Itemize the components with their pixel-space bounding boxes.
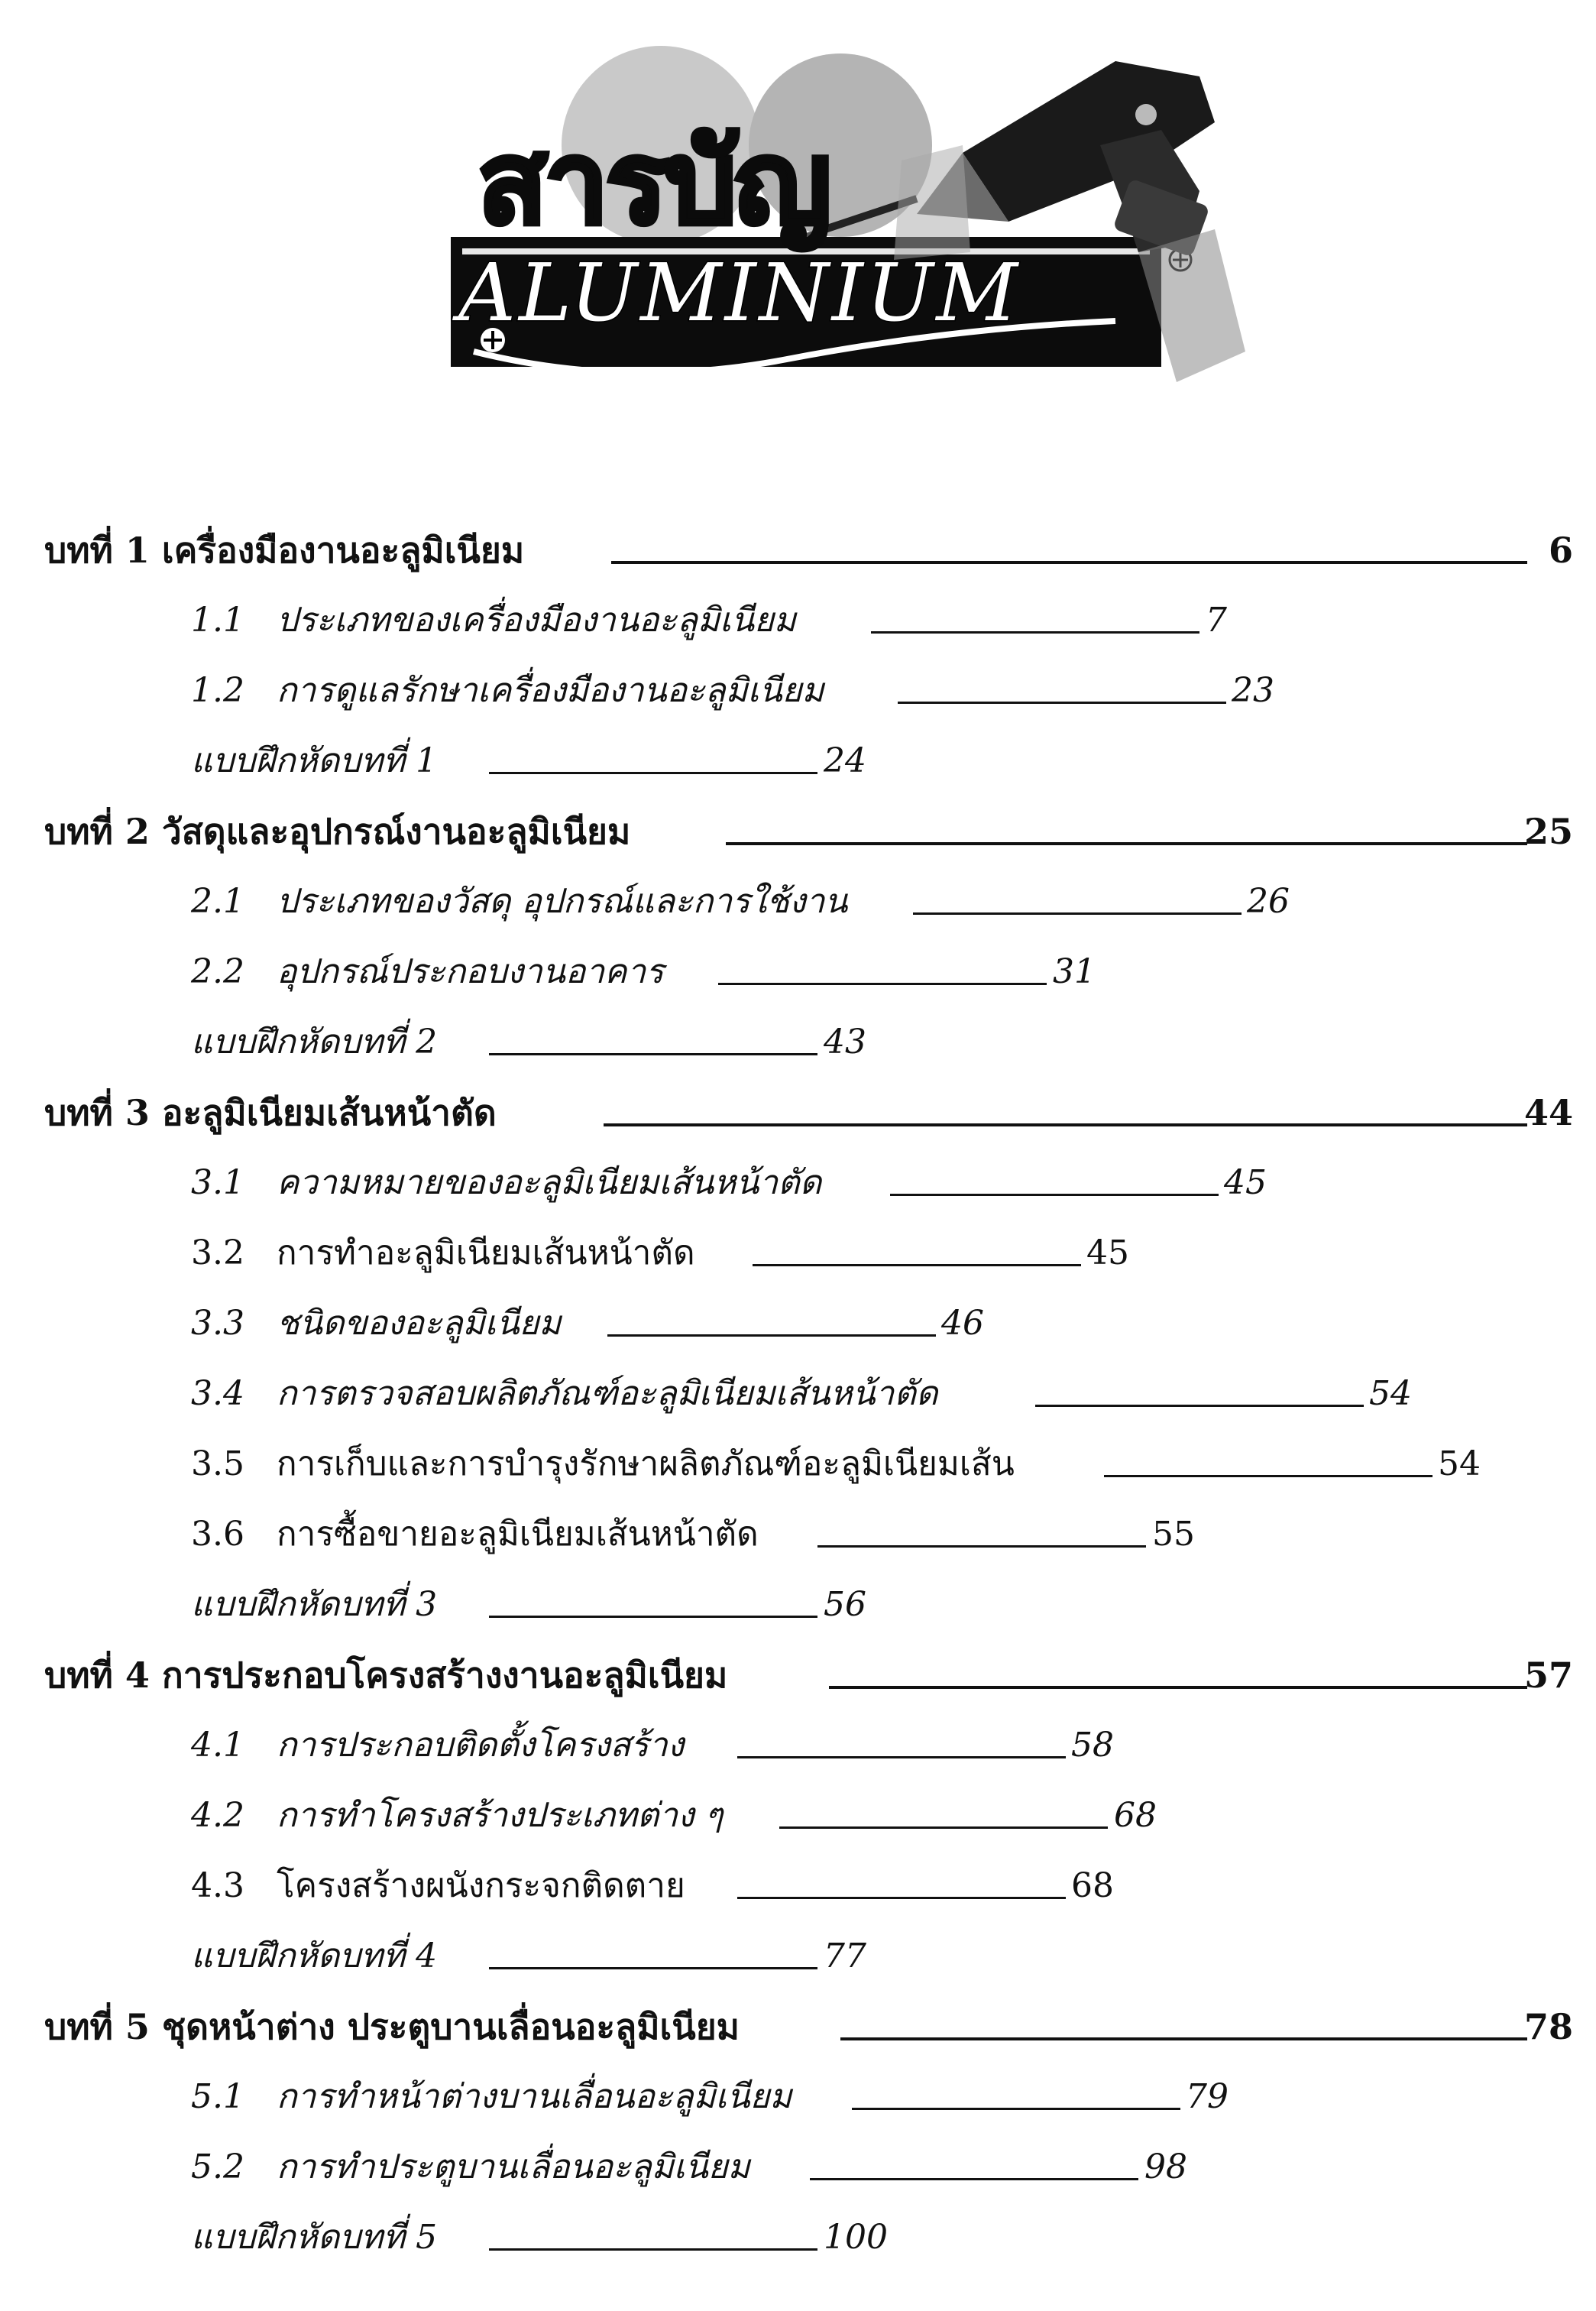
page-number: 98 bbox=[1144, 2147, 1187, 2186]
exercise-title: แบบฝึกหัดบทที่ 2 bbox=[191, 1023, 438, 1062]
section-number: 5.2 bbox=[191, 2147, 244, 2186]
toc-exercise-row[interactable] bbox=[0, 1574, 1596, 1635]
leader-line bbox=[607, 1334, 936, 1337]
page-number: 46 bbox=[941, 1304, 984, 1343]
section-title: ประเภทของเครื่องมืองานอะลูมิเนียม bbox=[277, 601, 796, 640]
page-number: 25 bbox=[1523, 811, 1573, 852]
page-number: 45 bbox=[1224, 1163, 1267, 1202]
page-number: 77 bbox=[824, 1937, 866, 1976]
chapter-title: บทที่ 4 การประกอบโครงสร้างงานอะลูมิเนียม bbox=[44, 1655, 728, 1696]
exercise-title: แบบฝึกหัดบทที่ 5 bbox=[191, 2218, 438, 2257]
section-number: 4.2 bbox=[191, 1796, 244, 1835]
page-number: 26 bbox=[1247, 882, 1290, 921]
section-title: การดูแลรักษาเครื่องมืองานอะลูมิเนียม bbox=[277, 671, 824, 710]
leader-line bbox=[871, 631, 1199, 634]
leader-line bbox=[604, 1123, 1527, 1126]
leader-line bbox=[852, 2108, 1180, 2110]
page-number: 31 bbox=[1053, 952, 1096, 991]
page-number: 100 bbox=[824, 2218, 888, 2257]
leader-line bbox=[1104, 1475, 1433, 1477]
leader-line bbox=[810, 2178, 1138, 2180]
toc-chapter-row[interactable] bbox=[0, 1082, 1596, 1143]
section-number: 3.5 bbox=[191, 1444, 244, 1483]
toc-exercise-row[interactable] bbox=[0, 731, 1596, 792]
toc-exercise-row[interactable] bbox=[0, 1012, 1596, 1073]
section-title: การทำโครงสร้างประเภทต่าง ๆ bbox=[277, 1796, 724, 1835]
page-number: 58 bbox=[1071, 1726, 1114, 1765]
section-number: 2.2 bbox=[191, 952, 244, 991]
section-title: การเก็บและการบำรุงรักษาผลิตภัณฑ์อะลูมิเนียมเส้น bbox=[277, 1444, 1015, 1483]
page-number: 68 bbox=[1071, 1866, 1114, 1905]
leader-line bbox=[489, 1053, 817, 1055]
toc-chapter-row[interactable] bbox=[0, 1996, 1596, 2057]
toc-exercise-row[interactable] bbox=[0, 2207, 1596, 2268]
leader-line bbox=[913, 912, 1242, 915]
toc-section-row[interactable] bbox=[0, 2066, 1596, 2128]
section-number: 3.2 bbox=[191, 1233, 244, 1272]
page-number: 56 bbox=[824, 1585, 866, 1624]
exercise-title: แบบฝึกหัดบทที่ 4 bbox=[191, 1937, 438, 1976]
leader-line bbox=[779, 1826, 1108, 1829]
section-title: อุปกรณ์ประกอบงานอาคาร bbox=[277, 952, 664, 991]
page-number: 43 bbox=[824, 1023, 866, 1062]
page-number: 23 bbox=[1232, 671, 1274, 710]
page-number: 57 bbox=[1523, 1655, 1573, 1696]
toc-section-row[interactable] bbox=[0, 1504, 1596, 1565]
leader-line bbox=[489, 1616, 817, 1618]
section-title: ประเภทของวัสดุ อุปกรณ์และการใช้งาน bbox=[277, 882, 848, 921]
section-title: ชนิดของอะลูมิเนียม bbox=[277, 1304, 562, 1343]
chapter-title: บทที่ 1 เครื่องมืองานอะลูมิเนียม bbox=[44, 530, 525, 571]
toc-section-row[interactable] bbox=[0, 871, 1596, 932]
toc-chapter-row[interactable] bbox=[0, 801, 1596, 862]
toc-section-row[interactable] bbox=[0, 2137, 1596, 2198]
toc-section-row[interactable] bbox=[0, 1856, 1596, 1917]
leader-line bbox=[726, 842, 1527, 845]
leader-line bbox=[840, 2037, 1527, 2040]
toc-section-row[interactable] bbox=[0, 1223, 1596, 1284]
toc-chapter-row[interactable] bbox=[0, 1645, 1596, 1706]
section-title: ความหมายของอะลูมิเนียมเส้นหน้าตัด bbox=[277, 1163, 822, 1202]
leader-line bbox=[611, 561, 1527, 564]
toc-section-row[interactable] bbox=[0, 942, 1596, 1003]
leader-line bbox=[898, 702, 1226, 704]
toc-chapter-row[interactable] bbox=[0, 520, 1596, 581]
page-number: 78 bbox=[1523, 2006, 1573, 2047]
toc-section-row[interactable] bbox=[0, 590, 1596, 651]
section-number: 4.3 bbox=[191, 1866, 244, 1905]
page-number: 44 bbox=[1523, 1092, 1573, 1133]
page-title: สารบัญ bbox=[478, 117, 829, 250]
page-number: 24 bbox=[824, 741, 866, 780]
leader-line bbox=[737, 1897, 1066, 1899]
chapter-title: บทที่ 2 วัสดุและอุปกรณ์งานอะลูมิเนียม bbox=[44, 811, 631, 852]
toc-section-row[interactable] bbox=[0, 1434, 1596, 1495]
chapter-title: บทที่ 5 ชุดหน้าต่าง ประตูบานเลื่อนอะลูมิเนียม bbox=[44, 2006, 740, 2047]
section-title: การทำหน้าต่างบานเลื่อนอะลูมิเนียม bbox=[277, 2077, 792, 2116]
section-number: 1.1 bbox=[191, 601, 244, 640]
toc-section-row[interactable] bbox=[0, 1715, 1596, 1776]
leader-line bbox=[737, 1756, 1066, 1758]
toc-section-row[interactable] bbox=[0, 660, 1596, 721]
page-number: 79 bbox=[1186, 2077, 1229, 2116]
page-number: 55 bbox=[1152, 1515, 1195, 1554]
leader-line bbox=[753, 1264, 1081, 1266]
section-number: 1.2 bbox=[191, 671, 244, 710]
section-title: การตรวจสอบผลิตภัณฑ์อะลูมิเนียมเส้นหน้าตัด bbox=[277, 1374, 938, 1413]
section-title: การซื้อขายอะลูมิเนียมเส้นหน้าตัด bbox=[277, 1515, 759, 1554]
leader-line bbox=[1035, 1405, 1364, 1407]
page-number: 7 bbox=[1206, 601, 1227, 640]
section-title: การทำอะลูมิเนียมเส้นหน้าตัด bbox=[277, 1233, 695, 1272]
leader-line bbox=[829, 1686, 1527, 1689]
page-subtitle: ALUMINIUM bbox=[458, 246, 1021, 339]
toc-section-row[interactable] bbox=[0, 1152, 1596, 1214]
leader-line bbox=[817, 1545, 1146, 1548]
section-number: 4.1 bbox=[191, 1726, 244, 1765]
page-number: 54 bbox=[1438, 1444, 1481, 1483]
leader-line bbox=[489, 2248, 817, 2251]
section-title: การประกอบติดตั้งโครงสร้าง bbox=[277, 1726, 685, 1765]
page-number: 68 bbox=[1114, 1796, 1157, 1835]
section-title: โครงสร้างผนังกระจกติดตาย bbox=[277, 1866, 685, 1905]
leader-line bbox=[890, 1194, 1219, 1196]
page-number: 45 bbox=[1086, 1233, 1129, 1272]
section-number: 2.1 bbox=[191, 882, 244, 921]
leader-line bbox=[489, 1967, 817, 1969]
leader-line bbox=[489, 772, 817, 774]
section-number: 3.6 bbox=[191, 1515, 244, 1554]
section-number: 5.1 bbox=[191, 2077, 244, 2116]
section-title: การทำประตูบานเลื่อนอะลูมิเนียม bbox=[277, 2147, 750, 2186]
section-number: 3.1 bbox=[191, 1163, 244, 1202]
page-number: 6 bbox=[1548, 530, 1573, 571]
section-number: 3.4 bbox=[191, 1374, 244, 1413]
chapter-title: บทที่ 3 อะลูมิเนียมเส้นหน้าตัด bbox=[44, 1092, 497, 1133]
toc-exercise-row[interactable] bbox=[0, 1926, 1596, 1987]
toc-section-row[interactable] bbox=[0, 1785, 1596, 1846]
toc-section-row[interactable] bbox=[0, 1363, 1596, 1425]
exercise-title: แบบฝึกหัดบทที่ 3 bbox=[191, 1585, 438, 1624]
section-number: 3.3 bbox=[191, 1304, 244, 1343]
toc-section-row[interactable] bbox=[0, 1293, 1596, 1354]
table-of-contents bbox=[0, 520, 1596, 2277]
page-number: 54 bbox=[1369, 1374, 1412, 1413]
leader-line bbox=[718, 983, 1047, 985]
exercise-title: แบบฝึกหัดบทที่ 1 bbox=[191, 741, 438, 780]
